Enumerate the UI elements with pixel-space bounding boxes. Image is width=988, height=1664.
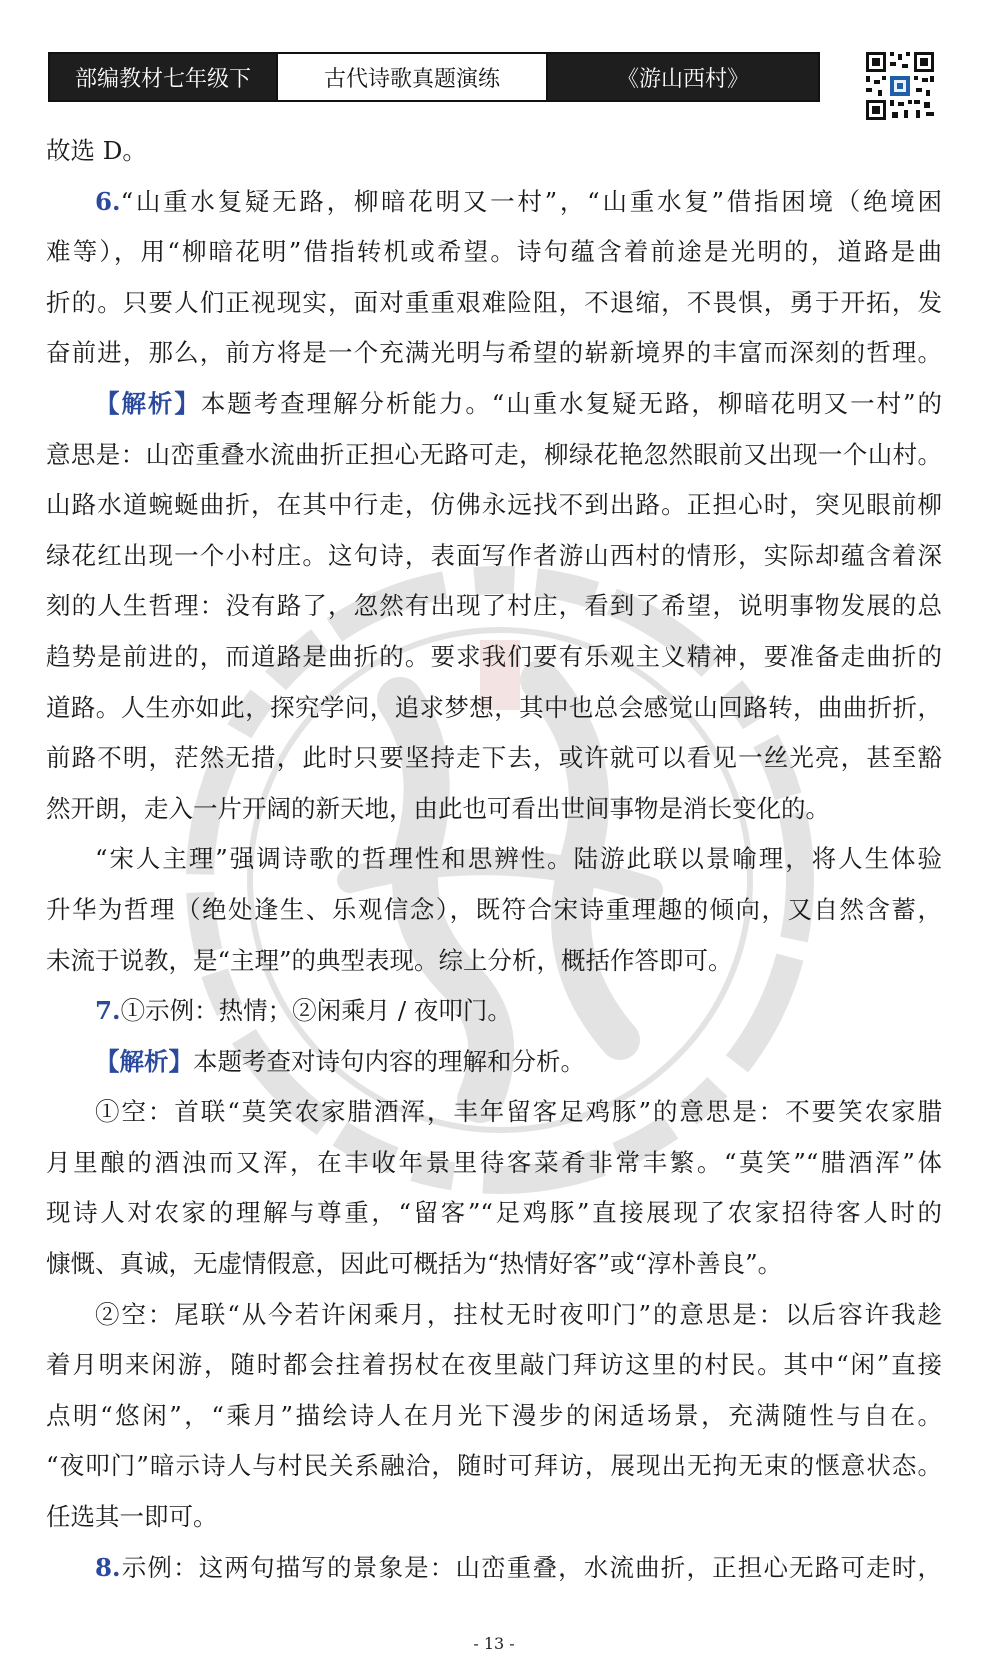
analysis-line: 【解析】本题考查对诗句内容的理解和分析。 xyxy=(95,1046,585,1076)
text-line: 任选其一即可。 xyxy=(46,1502,218,1532)
text-line: 刻的人生哲理：没有路了，忽然有出现了村庄，看到了希望，说明事物发展的总 xyxy=(46,591,942,621)
text-line: 点明“悠闲”，“乘月”描绘诗人在月光下漫步的闲适场景，充满随性与自在。 xyxy=(46,1400,942,1430)
header-title: 《游山西村》 xyxy=(548,54,818,100)
analysis-tag: 【解析】 xyxy=(95,388,201,418)
answer-8-line: 8.示例：这两句描写的景象是：山峦重叠，水流曲折，正担心无路可走时， xyxy=(95,1552,942,1582)
text-line: 慷慨、真诚，无虚情假意，因此可概括为“热情好客”或“淳朴善良”。 xyxy=(46,1249,783,1279)
header-section: 古代诗歌真题演练 xyxy=(276,54,548,100)
page-number: - 13 - xyxy=(473,1634,515,1653)
text-line: 着月明来闲游，随时都会拄着拐杖在夜里敲门拜访这里的村民。其中“闲”直接 xyxy=(46,1350,942,1380)
text-line: 难等），用“柳暗花明”借指转机或希望。诗句蕴含着前途是光明的，道路是曲 xyxy=(46,237,942,267)
text-line: ①空：首联“莫笑农家腊酒浑，丰年留客足鸡豚”的意思是：不要笑农家腊 xyxy=(95,1097,942,1127)
answer-content xyxy=(46,126,942,1593)
text-line: 奋前进，那么，前方将是一个充满光明与希望的崭新境界的丰富而深刻的哲理。 xyxy=(46,338,942,368)
analysis-line: 【解析】本题考查理解分析能力。“山重水复疑无路，柳暗花明又一村”的 xyxy=(95,388,942,418)
text-line: 折的。只要人们正视现实，面对重重艰难险阻，不退缩，不畏惧，勇于开拓，发 xyxy=(46,287,942,317)
header-grade: 部编教材七年级下 xyxy=(50,54,276,100)
question-number: 6. xyxy=(95,186,121,216)
answer-6-line: 6.“山重水复疑无路，柳暗花明又一村”，“山重水复”借指困境（绝境困 xyxy=(95,186,942,216)
text-line: 未流于说教，是“主理”的典型表现。综上分析，概括作答即可。 xyxy=(46,945,733,975)
text-line: 前路不明，茫然无措，此时只要坚持走下去，或许就可以看见一丝光亮，甚至豁 xyxy=(46,743,942,773)
qr-code-icon[interactable] xyxy=(864,50,936,122)
answer-7-line: 7.①示例：热情；②闲乘月 / 夜叩门。 xyxy=(95,996,512,1026)
text-line: 趋势是前进的，而道路是曲折的。要求我们要有乐观主义精神，要准备走曲折的 xyxy=(46,641,942,671)
text-line: ②空：尾联“从今若许闲乘月，拄杖无时夜叩门”的意思是：以后容许我趁 xyxy=(95,1299,942,1329)
text-line: 然开朗，走入一片开阔的新天地，由此也可看出世间事物是消长变化的。 xyxy=(46,793,830,823)
text-line: “夜叩门”暗示诗人与村民关系融洽，随时可拜访，展现出无拘无束的惬意状态。 xyxy=(46,1451,942,1481)
text-line: 月里酿的酒浊而又浑，在丰收年景里待客菜肴非常丰繁。“莫笑”“腊酒浑”体 xyxy=(46,1147,942,1177)
text-line: 故选 D。 xyxy=(46,136,147,165)
text-line: 道路。人生亦如此，探究学问，追求梦想，其中也总会感觉山回路转，曲曲折折， xyxy=(46,692,942,722)
question-number: 8. xyxy=(95,1552,121,1582)
header-bar xyxy=(48,52,820,102)
text-line: “宋人主理”强调诗歌的哲理性和思辨性。陆游此联以景喻理，将人生体验 xyxy=(95,844,942,874)
text-line: 现诗人对农家的理解与尊重，“留客”“足鸡豚”直接展现了农家招待客人时的 xyxy=(46,1198,942,1228)
analysis-tag: 【解析】 xyxy=(95,1046,193,1076)
text-line: 绿花红出现一个小村庄。这句诗，表面写作者游山西村的情形，实际却蕴含着深 xyxy=(46,540,942,570)
text-line: 升华为哲理（绝处逢生、乐观信念），既符合宋诗重理趣的倾向，又自然含蓄， xyxy=(46,894,942,924)
text-line: 意思是：山峦重叠水流曲折正担心无路可走，柳绿花艳忽然眼前又出现一个山村。 xyxy=(46,439,942,469)
text-line: 山路水道蜿蜒曲折，在其中行走，仿佛永远找不到出路。正担心时，突见眼前柳 xyxy=(46,490,942,520)
question-number: 7. xyxy=(95,996,121,1026)
